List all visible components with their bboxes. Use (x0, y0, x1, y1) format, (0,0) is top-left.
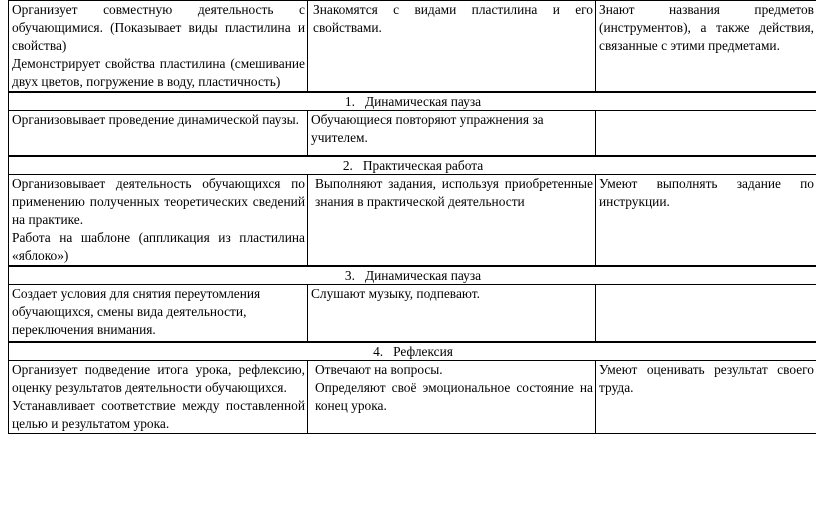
student-activity-cell (308, 361, 596, 434)
table-row (9, 1, 816, 93)
results-cell (596, 361, 816, 434)
table-row (9, 175, 816, 267)
results-text: Знают названия предметов (инструментов), а также действия, связанные с этими предметами. (599, 2, 814, 53)
table-row (9, 361, 816, 434)
teacher-activity-text: Организовывает проведение динамической паузы. (12, 112, 300, 127)
section-title: Динамическая пауза (364, 94, 482, 109)
table-row (9, 285, 816, 343)
lesson-stages-table (8, 0, 816, 434)
student-activity-text: Отвечают на вопросы. (315, 362, 443, 377)
results-cell (596, 285, 816, 343)
section-heading (9, 266, 816, 285)
results-text: Умеют выполнять задание по инструкции. (599, 176, 814, 209)
student-activity-cell (308, 111, 596, 157)
section-title: Практическая работа (362, 158, 484, 173)
teacher-activity-text: Устанавливает соответствие между поставленной целью и результатом урока. (12, 398, 305, 431)
teacher-activity-cell (9, 111, 308, 157)
section-row (9, 266, 816, 285)
teacher-activity-text: Организует совместную деятельность с обучающимися. (Показывает виды пластилина и свойства) (12, 2, 305, 53)
section-row (9, 342, 816, 361)
results-cell (596, 1, 816, 93)
results-cell (596, 111, 816, 157)
teacher-activity-cell (9, 175, 308, 267)
student-activity-text: Обучающиеся повторяют упражнения за учителем. (311, 112, 544, 145)
student-activity-text: Выполняют задания, используя приобретенные знания в практической деятельности (315, 176, 593, 209)
teacher-activity-text: Демонстрирует свойства пластилина (смешивание двух цветов, погружение в воду, пластичность) (12, 56, 305, 89)
section-title: Динамическая пауза (364, 268, 482, 283)
section-title: Рефлексия (393, 344, 453, 359)
section-heading (9, 342, 816, 361)
student-activity-cell (308, 175, 596, 267)
teacher-activity-text: Организует подведение итога урока, рефлексию, оценку результатов деятельности обучающихся. (12, 362, 305, 395)
teacher-activity-cell (9, 361, 308, 434)
table-row (9, 111, 816, 157)
teacher-activity-cell (9, 285, 308, 343)
results-cell (596, 175, 816, 267)
section-heading (9, 92, 816, 111)
student-activity-cell (308, 285, 596, 343)
section-number: 2. (342, 158, 353, 173)
results-text: Умеют оценивать результат своего труда. (599, 362, 814, 395)
student-activity-text: Определяют своё эмоциональное состояние на конец урока. (315, 380, 593, 413)
section-row (9, 156, 816, 175)
teacher-activity-text: Работа на шаблоне (аппликация из пластилина «яблоко») (12, 230, 305, 263)
student-activity-cell (308, 1, 596, 93)
section-number: 3. (344, 268, 355, 283)
section-number: 1. (344, 94, 355, 109)
student-activity-text: Слушают музыку, подпевают. (311, 286, 480, 301)
section-heading (9, 156, 816, 175)
section-number: 4. (373, 344, 384, 359)
teacher-activity-text: Организовывает деятельность обучающихся по применению полученных теоретических сведений на практике. (12, 176, 305, 227)
teacher-activity-cell (9, 1, 308, 93)
student-activity-text: Знакомятся с видами пластилина и его свойствами. (313, 2, 593, 35)
teacher-activity-text: Создает условия для снятия переутомления обучающихся, смены вида деятельности, переключения внимания. (12, 286, 261, 337)
section-row (9, 92, 816, 111)
